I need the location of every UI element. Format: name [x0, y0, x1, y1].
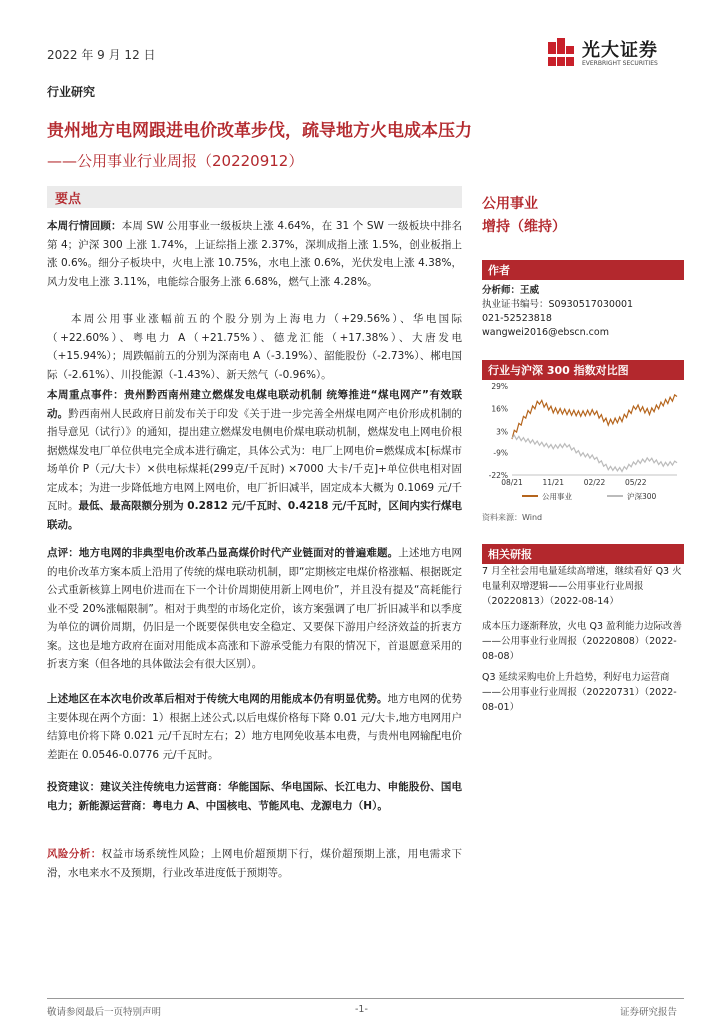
footer-disclaimer: 敬请参阅最后一页特别声明 [47, 1007, 162, 1018]
key-points-header [47, 186, 462, 208]
x-tick-label: 08/21 [501, 478, 523, 487]
paragraph-market-review [47, 217, 462, 291]
key-event-text: 黔西南州人民政府日前发布关于印发《关于进一步完善全州煤电网产电价形成机制的指导意见（试行）》的通知，提出建立燃煤发电侧电价煤电联动机制，燃煤发电上网电价根据燃煤发电厂单位供电完全成本进行确定，具体公式为：电厂上网电价=燃煤成本[标煤市场单价 P（元/大卡）×供电标煤耗(299克/千瓦时) ×7000 大卡/千克]+单位供电相对固定成本；为进一步降低地方电网上网电价，电厂折旧减半，固定成本大概为 0.1069 元/千瓦时。 [47, 407, 463, 512]
series-line-utilities [512, 395, 677, 439]
y-tick-label: -9% [493, 448, 508, 458]
analyst-phone: 021-52523818 [482, 313, 552, 324]
key-event-lead: 本周重点事件： [47, 389, 125, 401]
y-tick-label: 16% [491, 404, 508, 414]
related-report-1[interactable]: 7 月全社会用电量延续高增速，继续看好 Q3 火电量利双增逻辑——公用事业行业周报（20220813）（2022-08-14） [482, 566, 682, 607]
chart-header [482, 360, 684, 380]
paragraph-cost-advantage [47, 690, 462, 764]
logo-mark-icon [548, 36, 574, 66]
brand-logo [548, 36, 678, 70]
commentary-text: 上述地方电网的电价改革方案本质上沿用了传统的煤电联动机制，即“定期核定电煤价格涨幅、根据既定公式重新核算上网电价进而在下一个计价周期使用新上网电价”，并且没有提及“高耗能行业不受 20%涨幅限制”。相对于典型的市场化定价，该方案强调了电厂折旧减半和以季度为单位的调价周期，仍旧是一个既要保供电安全稳定、又要保下游用户经济效益的折衷方案。这也是地方政府在面对用能成本高涨和下游承受能力有限的情况下，首退愿意采用的折衷方案（但各地的具体做法会有很大区别）。 [47, 547, 463, 670]
x-tick-label: 02/22 [583, 478, 606, 487]
cost-advantage-text: 地方电网的优势主要体现在两个方面：1）根据上述公式,以后电煤价格每下降 0.01 元/大卡,地方电网用户结算电价将下降 0.021 元/千瓦时左右；2）地方电网免收基本电费，与贵州电网输配电价差距在 0.0546-0.0776 元/千瓦时。 [47, 693, 463, 761]
chart-header-label: 行业与沪深 300 指数对比图 [488, 364, 629, 377]
paragraph-commentary [47, 544, 462, 674]
stock-moves-text: 本周公用事业涨幅前五的个股分别为上海电力（+29.56%）、华电国际（+22.60%）、粤电力 A（+21.75%）、德龙汇能（+17.38%）、大唐发电（+15.94%）；周跌幅前五的分别为深南电 A（-3.19%）、韶能股份（-2.73%）、郴电国际（-2.61%）、川投能源（-1.43%）、新天然气（-0.96%）。 [47, 313, 462, 381]
related-header [482, 544, 684, 564]
paragraph-investment [47, 778, 462, 815]
y-tick-label: 29% [491, 382, 508, 391]
risk-lead: 风险分析： [47, 848, 102, 860]
rating: 增持（维持） [482, 219, 566, 235]
chart-source: 资料来源：Wind [482, 513, 543, 522]
x-tick-label: 11/21 [542, 478, 565, 487]
report-subtitle: ——公用事业行业周报（20220912） [47, 152, 304, 170]
index-comparison-chart [482, 380, 682, 510]
logo-name-cn: 光大证券 [582, 40, 658, 61]
page-number: -1- [355, 1004, 368, 1015]
paragraph-risk [47, 845, 462, 882]
logo-name-en: EVERBRIGHT SECURITIES [582, 60, 658, 67]
y-tick-label: 3% [496, 427, 508, 437]
market-review-text: 本周 SW 公用事业一级板块上涨 4.64%，在 31 个 SW 一级板块中排名第 4；沪深 300 上涨 1.74%，上证综指上涨 2.37%，深圳成指上涨 1.5%，创业板指上涨 0.6%。细分子板块中，火电上涨 10.75%，水电上涨 0.6%，光伏发电上涨 4.38%，风力发电上涨 3.11%，电能综合服务上涨 6.68%，燃气上涨 4.28%。 [47, 220, 462, 288]
related-report-3[interactable]: Q3 延续采购电价上升趋势，利好电力运营商——公用事业行业周报（20220731）（2022-08-01） [482, 672, 677, 713]
paragraph-key-event [47, 386, 462, 534]
author-header-label: 作者 [488, 264, 510, 277]
key-points-label: 要点 [55, 192, 82, 207]
report-date: 2022 年 9 月 12 日 [47, 48, 156, 62]
report-category: 行业研究 [47, 85, 96, 99]
legend-label: 沪深300 [627, 492, 657, 501]
key-event-tail: 最低、最高限额分别为 0.2812 元/千瓦时、0.4218 元/千瓦时，区间内实行煤电联动。 [47, 500, 463, 531]
paragraph-stock-moves [47, 310, 462, 384]
analyst-cert: 执业证书编号：S0930517030001 [482, 299, 634, 310]
investment-lead: 投资建议： [47, 781, 101, 793]
market-review-lead: 本周行情回顾： [47, 220, 122, 232]
y-tick-label: -22% [488, 471, 508, 480]
cost-advantage-lead: 上述地区在本次电价改革后相对于传统大电网的用能成本仍有明显优势。 [47, 693, 388, 705]
footer-divider [47, 998, 684, 999]
related-header-label: 相关研报 [488, 548, 532, 561]
risk-text: 权益市场系统性风险；上网电价超预期下行，煤价超预期上涨，用电需求下滑，水电来水不及预期，行业改革进度低于预期等。 [47, 848, 463, 879]
investment-text: 建议关注传统电力运营商：华能国际、华电国际、长江电力、申能股份、国电电力；新能源运营商：粤电力 A、中国核电、节能风电、龙源电力（H）。 [47, 781, 463, 812]
legend-label: 公用事业 [542, 492, 572, 501]
commentary-lead: 点评：地方电网的非典型电价改革凸显高煤价时代产业链面对的普遍难题。 [47, 547, 399, 559]
industry-name: 公用事业 [482, 196, 538, 212]
x-tick-label: 05/22 [624, 478, 647, 487]
analyst-name: 分析师：王威 [482, 285, 540, 296]
key-event-headline: 贵州黔西南州建立燃煤发电煤电联动机制 统筹推进“煤电网产”有效联动。 [47, 389, 462, 420]
related-report-2[interactable]: 成本压力逐渐释放，火电 Q3 盈利能力边际改善——公用事业行业周报（20220808）（2022-08-08） [482, 621, 683, 662]
report-title: 贵州地方电网跟进电价改革步伐，疏导地方火电成本压力 [47, 121, 472, 141]
author-header [482, 260, 684, 280]
series-line-hs300 [512, 435, 677, 471]
footer-report-type: 证券研究报告 [620, 1007, 678, 1018]
analyst-email: wangwei2016@ebscn.com [482, 327, 609, 338]
